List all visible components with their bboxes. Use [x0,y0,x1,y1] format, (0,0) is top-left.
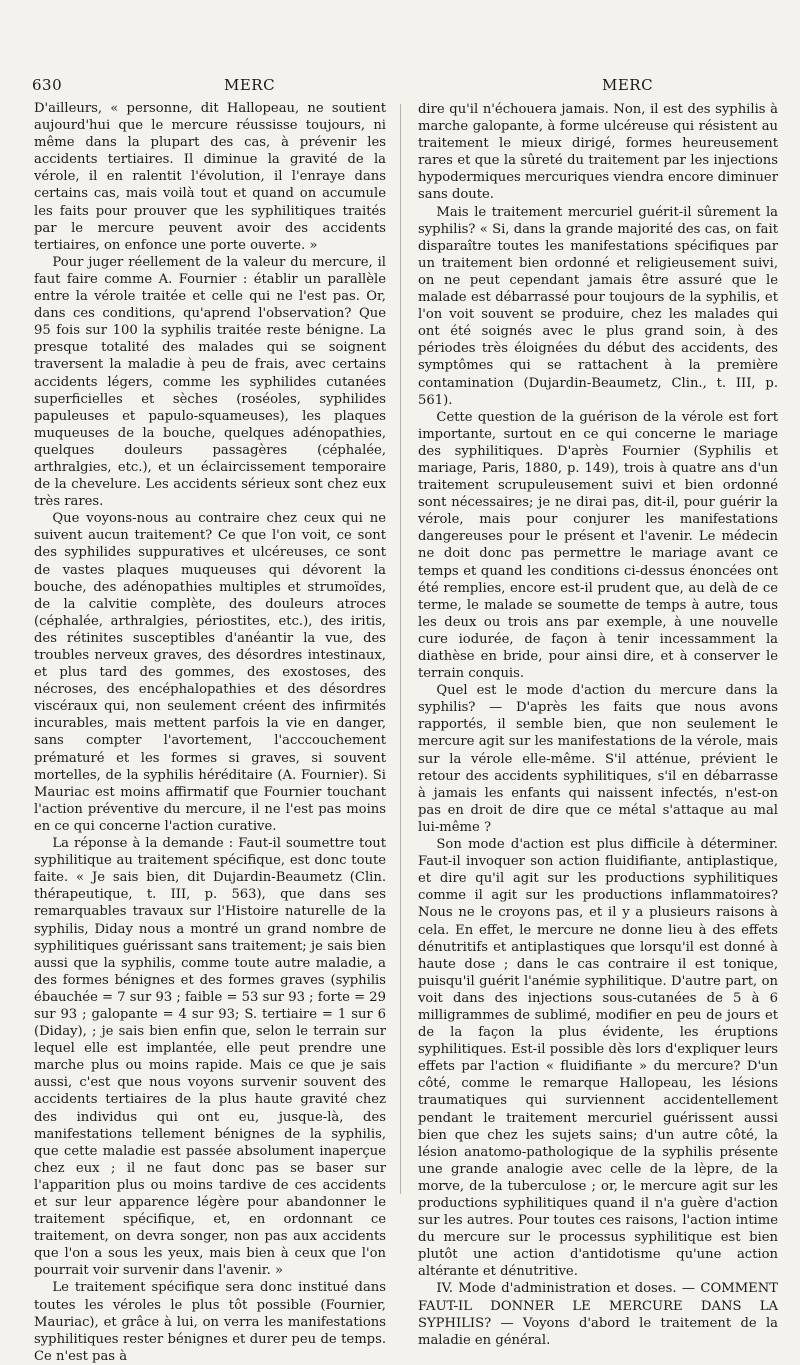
right-running-title: MERC [602,76,654,94]
paragraph: La réponse à la demande : Faut-il soumettre tout syphilitique au traitement spécifique, est donc toute faite. « Je sais bien, dit Dujardin-Beaumetz (Clin. thérapeutique, t. III, p. 563), que dans ses remarquables travaux sur l'Histoire naturelle de la syphilis, Diday nous a montré un grand nombre de syphilitiques guérissant sans traitement; je sais bien aussi que la syphilis, comme toute autre maladie, a des formes bénignes et des formes graves (syphilis ébauchée = 7 sur 93 ; faible = 53 sur 93 ; forte = 29 sur 93 ; galopante = 4 sur 93; S. tertiaire = 1 sur 6 (Diday), ; je sais bien enfin que, selon le terrain sur lequel elle est implantée, elle peut prendre une marche plus ou moins rapide. Mais ce que je sais aussi, c'est que nous voyons survenir souvent des accidents tertiaires de la plus haute gravité chez des individus qui ont eu, jusque-là, des manifestations tellement bénignes de la syphilis, que cette maladie est passée absolument inaperçue chez eux ; il ne faut donc pas se baser sur l'apparition plus ou moins tardive de ces accidents et sur leur apparence légère pour abandonner le traitement spécifique, et, en ordonnant ce traitement, on devra songer, non pas aux accidents que l'on a sous les yeux, mais bien à ceux que l'on pourrait voir survenir dans l'avenir. » [34,836,386,1279]
paragraph: Son mode d'action est plus difficile à déterminer. Faut-il invoquer son action fluidifiante, antiplastique, et dire qu'il agit sur les productions syphilitiques comme il agit sur les productions inflammatoires? Nous ne le croyons pas, et il y a plusieurs raisons à cela. En effet, le mercure ne donne lieu à des effets dénutritifs et antiplastiques que lorsqu'il est donné à haute dose ; dans le cas contraire il est tonique, puisqu'il guérit l'anémie syphilitique. D'autre part, on voit dans des injections sous-cutanées de 5 à 6 milligrammes de sublimé, modifier en peu de jours et de la façon la plus évidente, les éruptions syphilitiques. Est-il possible dès lors d'expliquer leurs effets par l'action « fluidifiante » du mercure? D'un côté, comme le remarque Hallopeau, les lésions traumatiques qui surviennent accidentellement pendant le traitement mercuriel guérissent aussi bien que chez les sujets sains; d'un autre côté, la lésion anatomo-pathologique de la syphilis présente une grande analogie avec celle de la lèpre, de la morve, de la tuberculose ; or, le mercure agit sur les productions syphilitiques quand il n'a guère d'action sur les autres. Pour toutes ces raisons, l'action intime du mercure sur le processus syphilitique est bien plutôt une action d'antidotisme qu'une action altérante et dénutritive. [418,837,778,1280]
section-heading-paragraph: IV. Mode d'administration et doses. — COMMENT FAUT-IL DONNER LE MERCURE DANS LA SYPHILIS? — Voyons d'abord le traitement de la maladie en général. [418,1281,778,1348]
paragraph: Mais le traitement mercuriel guérit-il sûrement la syphilis? « Si, dans la grande majorité des cas, on fait disparaître toutes les manifestations spécifiques par un traitement bien ordonné et religieusement suivi, on ne peut cependant jamais être assuré que le malade est débarrassé pour toujours de la syphilis, et l'on voit souvent se produire, chez les malades qui ont été soignés avec le plus grand soin, à des périodes très éloignées du début des accidents, des symptômes qui se rattachent à la première contamination (Dujardin-Beaumetz, Clin., t. III, p. 561). [418,204,778,408]
paragraph: D'ailleurs, « personne, dit Hallopeau, ne soutient aujourd'hui que le mercure réussisse toujours, ni même dans la plupart des cas, à prévenir les accidents tertiaires. Il diminue la gravité de la vérole, il en ralentit l'évolution, il l'enraye dans certains cas, mais voilà tout et quand on accumule les faits pour prouver que les syphilitiques traités par le mercure peuvent avoir des accidents tertiaires, on enfonce une porte ouverte. » [34,101,386,253]
left-column [34,100,386,1365]
paragraph: Que voyons-nous au contraire chez ceux qui ne suivent aucun traitement? Ce que l'on voit, ce sont des syphilides suppuratives et ulcéreuses, ce sont de vastes plaques muqueuses qui dévorent la bouche, des adénopathies multiples et strumoïdes, de la calvitie complète, des douleurs atroces (céphalée, arthralgies, périostites, etc.), des iritis, des rétinites susceptibles d'anéantir la vue, des troubles nerveux graves, des désordres intestinaux, et plus tard des gommes, des exostoses, des nécroses, des encéphalopathies et des désordres viscéraux qui, non seulement créent des infirmités incurables, mais mettent parfois la vie en danger, sans compter l'avortement, l'acccouchement prématuré et les formes si graves, si souvent mortelles, de la syphilis héréditaire (A. Fournier). Si Mauriac est moins affirmatif que Fournier touchant l'action préventive du mercure, il ne l'est pas moins en ce qui concerne l'action curative. [34,511,386,834]
paragraph: Quel est le mode d'action du mercure dans la syphilis? — D'après les faits que nous avons rapportés, il semble bien, que non seulement le mercure agit sur les manifestations de la vérole, mais sur la vérole elle-même. S'il atténue, prévient le retour des accidents syphilitiques, s'il en débarrasse à jamais les enfants qui naissent infectés, n'est-on pas en droit de dire que ce métal s'attaque au mal lui-même ? [418,683,778,835]
paragraph: Le traitement spécifique sera donc institué dans toutes les véroles le plus tôt possible (Fournier, Mauriac), et grâce à lui, on verra les manifestations syphilitiques rester bénignes et durer peu de temps. Ce n'est pas à [34,1280,386,1364]
left-running-title: MERC [224,76,276,94]
running-header [32,76,777,96]
paragraph: Pour juger réellement de la valeur du mercure, il faut faire comme A. Fournier : établir un parallèle entre la vérole traitée et celle qui ne l'est pas. Or, dans ces conditions, qu'aprend l'observation? Que 95 fois sur 100 la syphilis traitée reste bénigne. La presque totalité des malades qui se soignent traversent la maladie à peu de frais, avec certains accidents légers, comme les syphilides cutanées superficielles et sèches (roséoles, syphilides papuleuses et papulo-squameuses), les plaques muqueuses de la bouche, quelques adénopathies, quelques douleurs passagères (céphalée, arthralgies, etc.), et un éclaircissement temporaire de la chevelure. Les accidents sérieux sont chez eux très rares. [34,254,386,510]
column-divider [400,104,401,1194]
right-column [418,101,778,1349]
paragraph: dire qu'il n'échouera jamais. Non, il est des syphilis à marche galopante, à forme ulcéreuse qui résistent au traitement le mieux dirigé, formes heureusement rares et que la sûreté du traitement par les injections hypodermiques mercuriques viendra encore diminuer sans doute. [418,102,778,203]
paragraph: Cette question de la guérison de la vérole est fort importante, surtout en ce qui concerne le mariage des syphilitiques. D'après Fournier (Syphilis et mariage, Paris, 1880, p. 149), trois à quatre ans d'un traitement scrupuleusement suivi et bien ordonné sont nécessaires; je ne dirai pas, dit-il, pour guérir la vérole, mais pour conjurer les manifestations dangereuses pour le présent et l'avenir. Le médecin ne doit donc pas permettre le mariage avant ce temps et quand les conditions ci-dessus énoncées ont été remplies, encore est-il prudent que, au delà de ce terme, le malade se soumette de temps à autre, tous les deux ou trois ans par exemple, à une nouvelle cure iodurée, de façon à tenir incessamment la diathèse en bride, pour ainsi dire, et à conserver le terrain conquis. [418,409,778,682]
page-number: 630 [32,76,63,94]
